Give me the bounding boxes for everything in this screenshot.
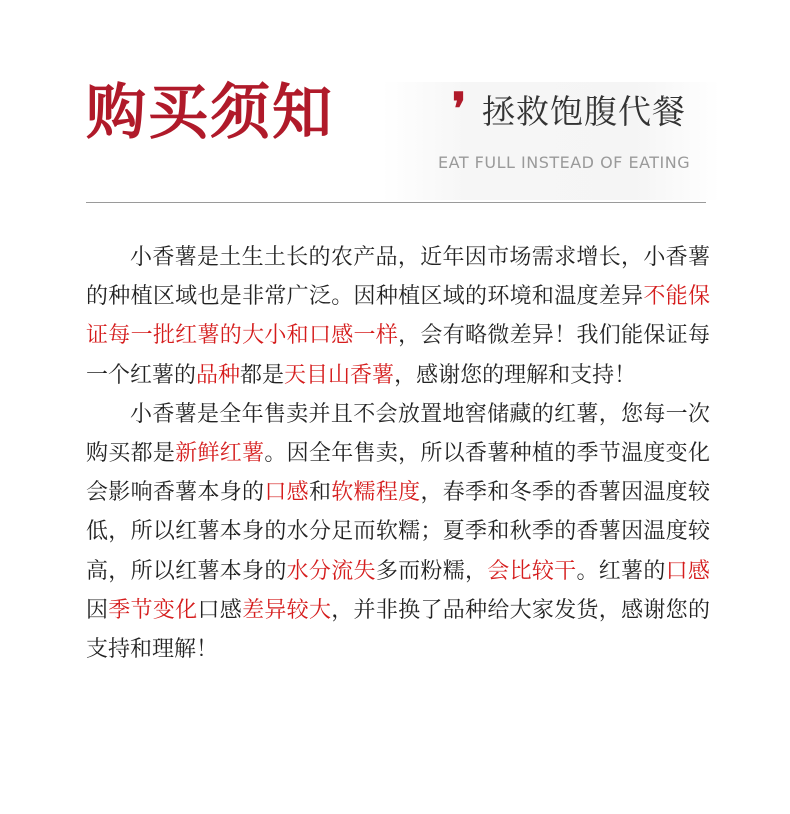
highlight-segment: 软糯程度 (331, 480, 421, 506)
paragraph-segment: 都是 (240, 362, 285, 388)
paragraph-segment: 小香薯是全年售卖并且不会放置地窖储藏的红薯，您每一次购买都是 (86, 401, 710, 467)
highlight-segment: 不能保证每一批红薯的大小和口感一样 (86, 284, 710, 349)
highlight-segment: 差异较大 (242, 597, 332, 623)
highlight-segment: 天目山香薯 (284, 362, 395, 388)
highlight-segment: 季节变化 (108, 597, 198, 623)
highlight-segment: 水分流失 (286, 558, 376, 584)
paragraph-segment: 口感 (197, 597, 243, 623)
highlight-segment: 口感 (264, 480, 309, 506)
paragraph-segment: 。红薯的 (576, 558, 666, 584)
highlight-segment: 会比较干 (487, 558, 577, 584)
paragraph-segment: 。因全年售卖，所以香薯种植的季节温度变化会影响香薯本身的 (86, 441, 710, 506)
notice-paragraph-2 (86, 395, 710, 669)
notice-body (86, 238, 710, 669)
highlight-segment: 口感 (665, 558, 710, 584)
paragraph-segment: 和 (308, 480, 332, 506)
quote-mark: ❜ (452, 84, 467, 135)
divider (86, 202, 706, 203)
paragraph-segment: ，并非换了品种给大家发货，感谢您的支持和理解！ (86, 597, 710, 663)
highlight-segment: 新鲜红薯 (175, 441, 265, 467)
slogan-subtitle: EAT FULL INSTEAD OF EATING (438, 153, 691, 172)
highlight-segment: 品种 (196, 362, 241, 388)
paragraph-segment: ，春季和冬季的香薯因温度较低，所以红薯本身的水分足而软糯；夏季和秋季的香薯因温度较高，所以红薯本身的 (86, 480, 710, 584)
paragraph-segment: 多而粉糯， (375, 558, 488, 584)
page-title: 购买须知 (86, 78, 334, 148)
slogan-text: 拯救饱腹代餐 (482, 92, 686, 131)
paragraph-segment: ，感谢您的理解和支持！ (394, 362, 637, 388)
paragraph-segment: 小香薯是土生土长的农产品，近年因市场需求增长，小香薯的种植区域也是非常广泛。因种植区域的环境和温度差异 (86, 245, 710, 310)
notice-paragraph-1 (86, 238, 710, 395)
paragraph-segment: 因 (86, 597, 109, 623)
paragraph-segment: ，会有略微差异！我们能保证每一个红薯的 (86, 323, 710, 388)
